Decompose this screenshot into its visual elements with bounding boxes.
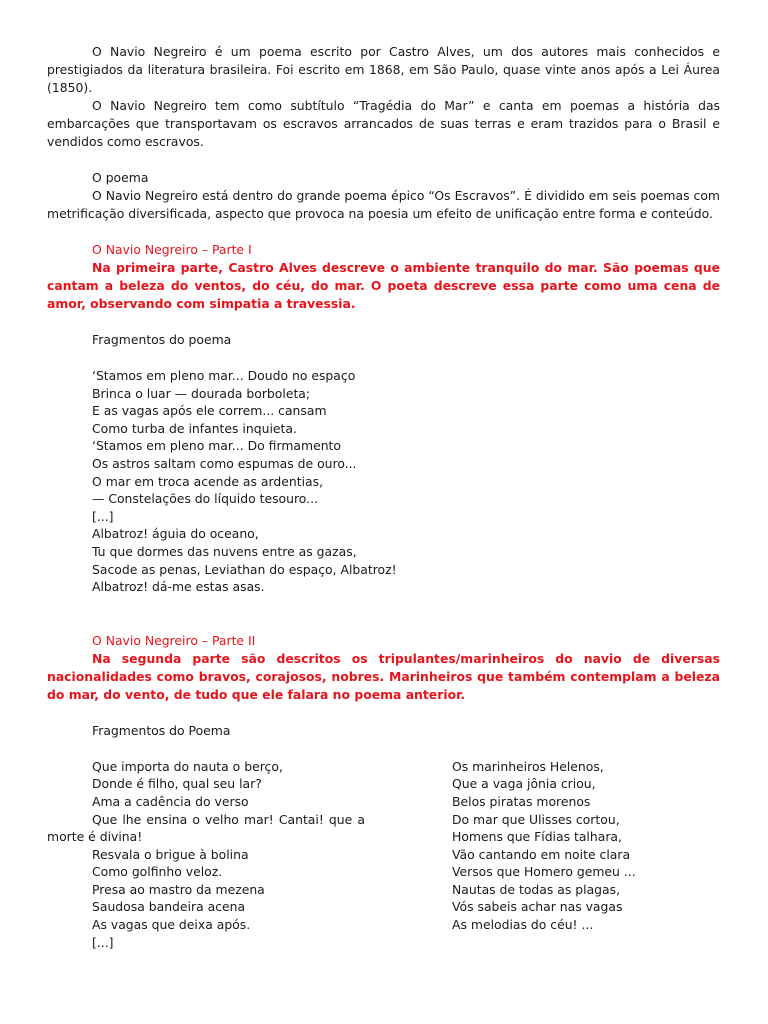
spacer (47, 740, 720, 758)
poem-line: Do mar que Ulisses cortou, (452, 811, 620, 827)
poem-line: Que a vaga jônia criou, (452, 776, 596, 792)
poema-paragraph: O Navio Negreiro está dentro do grande poema épico “Os Escravos”. É dividido em seis poemas com metrificação diversificada, aspecto que provoca na poesia um efeito de unificação entre forma e conteúdo. (47, 188, 720, 221)
poem-line: As vagas que deixa após. (92, 917, 251, 933)
parte2-description: Na segunda parte são descritos os tripulantes/marinheiros do navio de diversas nacionalidades como bravos, corajosos, nobres. Marinheiros que também contemplam a beleza do mar, do vento, de tudo que ele falara no poema anterior. (47, 650, 720, 702)
poem-line: Presa ao mastro da mezena (92, 881, 265, 897)
spacer (47, 313, 720, 331)
poem-line: Nautas de todas as plagas, (452, 881, 621, 897)
spacer (47, 151, 720, 169)
parte2-poem-columns (47, 758, 720, 952)
parte1-description: Na primeira parte, Castro Alves descreve o ambiente tranquilo do mar. São poemas que cantam a beleza do ventos, do céu, do mar. O poeta descreve essa parte como uma cena de amor, observando com simpatia a travessia. (47, 260, 720, 311)
spacer (47, 704, 720, 722)
poem-line: Ama a cadência do verso (92, 793, 249, 809)
poem-line: Versos que Homero gemeu ... (452, 864, 636, 880)
intro-paragraph-1: O Navio Negreiro é um poema escrito por Castro Alves, um dos autores mais conhecidos e prestigiados da literatura brasileira. Foi escrito em 1868, em São Paulo, quase vinte anos após a Lei Áurea (1850). (47, 44, 720, 95)
parte1-fragments-heading: Fragmentos do poema (92, 332, 232, 347)
poem-line: Albatroz! águia do oceano, (92, 526, 259, 542)
intro-paragraph-2: O Navio Negreiro tem como subtítulo “Tragédia do Mar” e canta em poemas a história das embarcações que transportavam os escravos arrancados de suas terras e eram trazidos para o Brasil e vendidos como escravos. (47, 98, 720, 149)
parte2-heading: O Navio Negreiro – Parte II (92, 632, 256, 648)
poem-line: Vão cantando em noite clara (452, 846, 631, 862)
parte1-heading: O Navio Negreiro – Parte I (92, 242, 252, 257)
poem-line: — Constelações do líquido tesouro... (92, 491, 318, 507)
poem-line: Saudosa bandeira acena (92, 899, 246, 915)
poem-line: E as vagas após ele correm... cansam (92, 403, 327, 419)
poem-line: ‘Stamos em pleno mar... Do firmamento (92, 438, 341, 454)
poem-line: [...] (92, 508, 114, 524)
poem-line: Vós sabeis achar nas vagas (452, 899, 623, 915)
parte2-poem-right (365, 758, 636, 952)
spacer (47, 349, 720, 367)
spacer (47, 596, 720, 614)
poem-line: O mar em troca acende as ardentias, (92, 473, 324, 489)
poem-line: Albatroz! dá-me estas asas. (92, 579, 265, 595)
parte2-poem-left (47, 758, 365, 952)
spacer (47, 614, 720, 632)
poem-line: [...] (92, 934, 114, 950)
poem-line: Brinca o luar — dourada borboleta; (92, 385, 311, 401)
poem-line: As melodias do céu! ... (452, 917, 594, 933)
poem-line: Como golfinho veloz. (92, 864, 223, 880)
poem-line: Sacode as penas, Leviathan do espaço, Albatroz! (92, 561, 397, 577)
poem-line: Donde é filho, qual seu lar? (92, 776, 262, 792)
poem-line: Como turba de infantes inquieta. (92, 420, 297, 436)
poema-heading: O poema (92, 170, 149, 185)
poem-line: Os marinheiros Helenos, (452, 758, 604, 774)
parte1-poem (47, 367, 720, 596)
poem-line: Belos piratas morenos (452, 793, 591, 809)
poem-line: Os astros saltam como espumas de ouro... (92, 455, 357, 471)
poem-line: Resvala o brigue à bolina (92, 846, 249, 862)
parte2-fragments-heading: Fragmentos do Poema (92, 722, 231, 738)
poem-line: Tu que dormes das nuvens entre as gazas, (92, 543, 357, 559)
poem-line: Que lhe ensina o velho mar! Cantai! que a morte é divina! (47, 811, 365, 845)
poem-line: Homens que Fídias talhara, (452, 829, 622, 845)
poem-line: ‘Stamos em pleno mar... Doudo no espaço (92, 368, 356, 383)
poem-line: Que importa do nauta o berço, (92, 758, 283, 774)
spacer (47, 223, 720, 241)
